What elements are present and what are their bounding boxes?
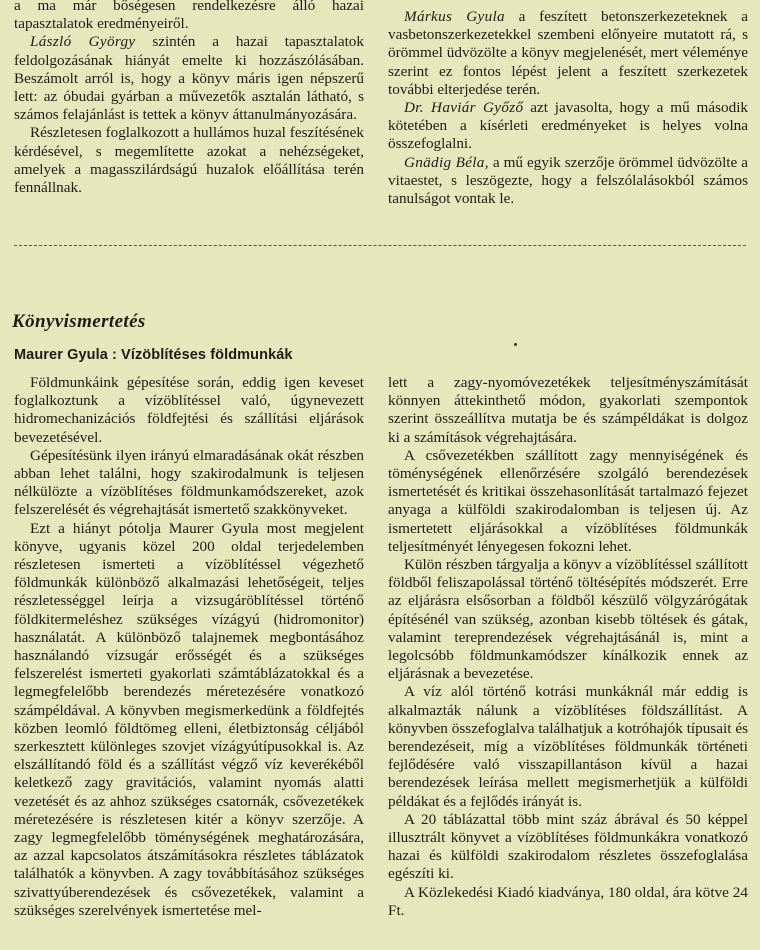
print-speck [514,343,517,346]
bottom-right-column [388,374,748,920]
paragraph [388,154,748,209]
paragraph: Részletesen foglalkozott a hullámos huzal feszítésének kérdésével, s megemlítette azokat a nehézségeket, amelyek a magasszilárdságú huzalok előállítása terén fennállnak. [14,124,364,197]
paragraph: Ezt a hiányt pótolja Maurer Gyula most megjelent könyve, ugyanis közel 200 oldal terjedelemben részletesen ismerteti a vízöblítéssel végezhető földmunkák különböző alkalmazási lehetőségeit, teljes részletességgel leírja a vizsugáröblítéssel történő földkitermeléshez szükséges vízágyú (hidromonitor) használatát. A különböző talajnemek megbontásához használandó vízsugár erősségét és a szükséges felszerelést ismerteti gyakorlati számtáblázatokkal és a legmegfelelőbb berendezés méretezésére vonatkozó számpéldával. A könyvben megismerkedünk a földfejtés közben leomló földtömeg elleni, életbiztonság céljából szerkesztett különleges szovjet vízágyútípusokkal is. Az elszállítandó föld és a szállítást végző víz keverékéből keletkező zagy gravitációs, valamint nyomás alatti vezetését és az ahhoz szükséges csatornák, csővezetékek méretezésére is részletesen kitér a könyv szerzője. A zagy legmegfelelőbb töménységének meghatározására, az azzal kapcsolatos átszámításokra részletes táblázatok találhatók a könyvben. A zagy továbbításához szükséges szivattyúberendezések és csővezetékek, valamint a szükséges szerelvények ismertetése mel- [14,519,364,919]
paragraph: Gépesítésünk ilyen irányú elmaradásának okát részben abban lehet találni, hogy szakirodalmunk is teljesen nélkülözte a vízöblítéses földmunkamódszereket, azok felszerelését és végrehajtását ismertető szakkönyveket. [14,446,364,519]
paragraph: Földmunkáink gépesítése során, eddig igen keveset foglalkoztunk a vízöblítéssel való, úgynevezett hidromechanizációs földfejtési és szállítási eljárások bevezetésével. [14,374,364,446]
paragraph: A 20 táblázattal több mint száz ábrával és 50 képpel illusztrált könyvet a vízöblítéses földmunkákra vonatkozó hazai és külföldi szakirodalom részletes összefoglalása egészíti ki. [388,810,748,883]
person-name: László György [30,33,136,51]
person-name: Gnädig Béla, [404,153,489,171]
review-heading: Maurer Gyula : Vízöblítéses földmunkák [14,347,293,363]
paragraph [388,99,748,154]
section-divider [14,245,746,246]
top-left-column [14,0,364,197]
person-name: Dr. Haviár Győző [404,99,524,117]
person-name: Márkus Gyula [404,8,505,25]
paragraph-text: a feszített betonszerkezeteknek a vasbetonszerkezetekkel szembeni előnyeire mutatott rá, s örömmel üdvözölte a könyv megjelenését, mert véleménye szerint ez fontos lépést jelent a feszített szerkezetek további elterjedése terén. [388,8,748,98]
paragraph: A víz alól történő kotrási munkáknál már eddig is alkalmazták nálunk a vízöblítéses földszállítást. A könyvben összefoglalva találhatjuk a kotróhajók típusait és berendezéseit, míg a vízöblítéses földmunkák történeti fejlődésére való visszapillantáson kívül a hazai berendezések leírása mellett megismerhetjük a külföldi példákat és a fejlődés irányát is. [388,683,748,810]
paragraph: A Közlekedési Kiadó kiadványa, 180 oldal, ára kötve 24 Ft. [388,883,748,919]
paragraph: a ma már bőségesen rendelkezésre álló hazai tapasztalatok eredményeiről. [14,0,364,33]
paragraph-text: szintén a hazai tapasztalatok feldolgozásának hiányát emelte ki hozzászólásában. Beszámolt arról is, hogy a könyv máris igen népszerű lett: az óbudai gyárban a művezetők asztalán látható, s számos felajánlást is tettek a könyv áttanulmányozására. [14,33,364,124]
paragraph-text: a mű egyik szerzője örömmel üdvözölte a vitaestet, s leszögezte, hogy a felszólalásokból számos tanulságot vontak le. [388,153,748,208]
paragraph-text: azt javasolta, hogy a mű második kötetében a kísérleti eredményeket is helyes volna összefoglalni. [388,99,749,153]
paragraph: lett a zagy-nyomóvezetékek teljesítményszámítását könnyen áttekinthető módon, gyakorlati szempontok szerint összeállítva mutatja be és számpéldákat is dolgoz ki a számítások végrehajtására. [388,374,748,446]
top-right-column [388,8,748,208]
bottom-left-column [14,374,364,920]
paragraph [14,33,364,124]
paragraph [388,8,748,99]
section-title: Könyvismertetés [12,311,146,332]
paragraph: A csővezetékben szállított zagy mennyiségének és töménységének ellenőrzésére szolgáló berendezések ismertetését és kritikai összehasonlítását tartalmazó fejezet anyaga a külföldi szakirodalomban is teljesen új. Az ismertetett eljárásokkal a vízöblítéses földmunkák teljesítményét lényegesen fokozni lehet. [388,446,748,555]
paragraph: Külön részben tárgyalja a könyv a vízöblítéssel szállított földből feliszapolással történő töltésépítés módszerét. Erre az eljárásra elsősorban a földből készülő völgyzárógátak építésénél van szükség, azonban kisebb töltések és gátak, valamint tereprendezések végrehajtásánál is, mint a legolcsóbb földmunkamódszer kínálkozik ennek az eljárásnak a bevezetése. [388,556,748,683]
